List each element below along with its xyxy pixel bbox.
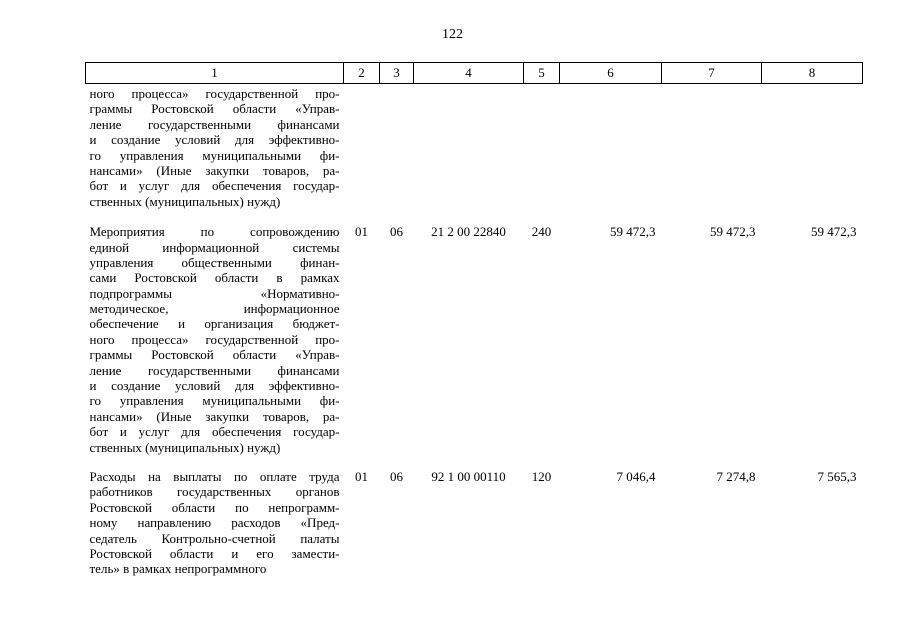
amount-year-1: 59 472,3 <box>610 224 656 240</box>
table-row <box>86 220 863 465</box>
description-line: бот и услуг для обеспечения государ- <box>89 178 340 194</box>
table-header-row <box>86 63 863 84</box>
description-line: сами Ростовской области в рамках <box>89 270 340 286</box>
description-line: граммы Ростовской области «Управ- <box>89 101 340 117</box>
description-line: тель» в рамках непрограммного <box>89 561 267 577</box>
description-line: единой информационной системы <box>89 239 340 255</box>
description-line: бот и услуг для обеспечения государ- <box>89 424 340 440</box>
row-description <box>86 220 344 465</box>
description-line: подпрограммы «Нормативно- <box>89 285 340 301</box>
section-code: 01 <box>355 468 368 484</box>
description-line: ному направлению расходов «Пред- <box>89 515 340 531</box>
amount-year-3: 7 565,3 <box>817 468 857 484</box>
description-line: Мероприятия по сопровождению <box>89 224 340 240</box>
amount-year-3: 59 472,3 <box>811 224 857 240</box>
column-header-2: 2 <box>344 63 380 84</box>
subsection-code: 06 <box>390 468 403 484</box>
page-number: 122 <box>442 27 463 42</box>
amount-year-2: 7 274,8 <box>716 468 756 484</box>
description-line: работников государственных органов <box>89 484 340 500</box>
column-header-8: 8 <box>762 63 863 84</box>
target-article-code: 92 1 00 00110 <box>431 468 506 484</box>
description-line: нансами» (Иные закупки товаров, ра- <box>89 408 340 424</box>
description-line: ление государственными финансами <box>89 362 340 378</box>
description-line: методическое, информационное <box>89 301 340 317</box>
description-line: ственных (муниципальных) нужд) <box>89 439 281 455</box>
amount-year-2: 59 472,3 <box>710 224 756 240</box>
description-line: ного процесса» государственной про- <box>89 331 340 347</box>
expense-type-code <box>524 84 560 221</box>
description-line: Ростовской области по непрограмм- <box>89 499 340 515</box>
description-line: седатель Контрольно-счетной палаты <box>89 530 340 546</box>
subsection-code: 06 <box>390 224 403 240</box>
description-line: нансами» (Иные закупки товаров, ра- <box>89 162 340 178</box>
row-description <box>86 84 344 221</box>
column-header-3: 3 <box>380 63 414 84</box>
budget-table <box>85 62 863 587</box>
description-line: го управления муниципальными фи- <box>89 393 340 409</box>
amount-year-2 <box>662 84 762 221</box>
description-line: граммы Ростовской области «Управ- <box>89 347 340 363</box>
column-header-6: 6 <box>560 63 662 84</box>
column-header-5: 5 <box>524 63 560 84</box>
amount-year-1 <box>560 84 662 221</box>
column-header-4: 4 <box>414 63 524 84</box>
target-article-code <box>414 84 524 221</box>
description-line: го управления муниципальными фи- <box>89 147 340 163</box>
section-code <box>344 84 380 221</box>
description-line: ственных (муниципальных) нужд) <box>89 193 281 209</box>
description-line: обеспечение и организация бюджет- <box>89 316 340 332</box>
description-line: ление государственными финансами <box>89 116 340 132</box>
target-article-code: 21 2 00 22840 <box>431 224 506 240</box>
expense-type-code: 120 <box>531 468 552 484</box>
description-line: ного процесса» государственной про- <box>89 86 340 101</box>
table-body <box>86 84 863 587</box>
section-code: 01 <box>355 224 368 240</box>
description-line: и создание условий для эффективно- <box>89 378 340 394</box>
description-line: и создание условий для эффективно- <box>89 132 340 148</box>
expense-type-code: 240 <box>531 224 552 240</box>
amount-year-1: 7 046,4 <box>616 468 656 484</box>
amount-year-3 <box>762 84 863 221</box>
column-header-7: 7 <box>662 63 762 84</box>
description-line: управления общественными финан- <box>89 254 340 270</box>
description-line: Расходы на выплаты по оплате труда <box>89 468 340 484</box>
description-line: Ростовской области и его замести- <box>89 545 340 561</box>
column-header-1: 1 <box>86 63 344 84</box>
row-description <box>86 465 344 587</box>
table-row <box>86 84 863 221</box>
table-row <box>86 465 863 587</box>
subsection-code <box>380 84 414 221</box>
